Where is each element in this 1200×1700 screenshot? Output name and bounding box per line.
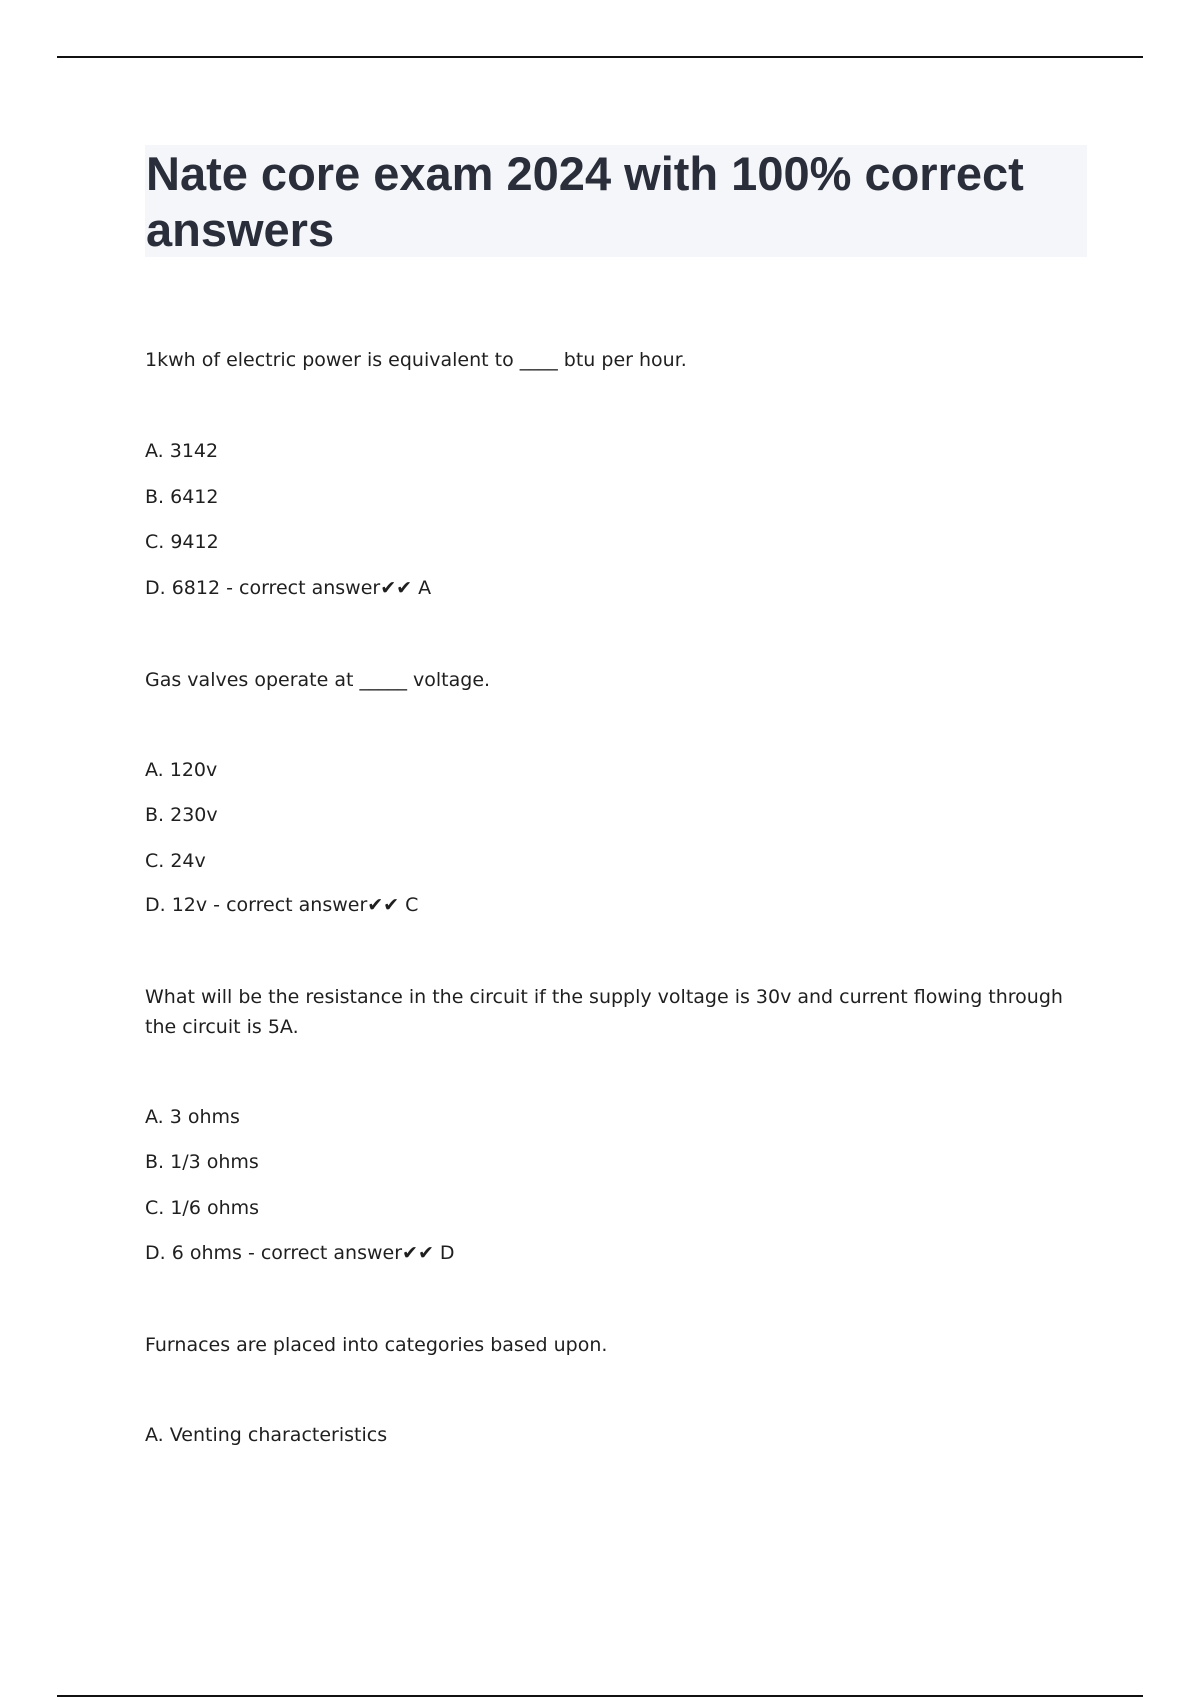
header-rule xyxy=(57,56,1143,58)
question-1-option-d: D. 6812 - correct answer✔✔ A xyxy=(145,577,432,599)
question-1-option-c: C. 9412 xyxy=(145,531,219,553)
question-2-option-c: C. 24v xyxy=(145,850,206,872)
question-3-option-d: D. 6 ohms - correct answer✔✔ D xyxy=(145,1242,455,1264)
question-3-option-c: C. 1/6 ohms xyxy=(145,1197,260,1219)
question-2-option-d: D. 12v - correct answer✔✔ C xyxy=(145,894,419,916)
question-2-option-b: B. 230v xyxy=(145,804,218,826)
document-title: Nate core exam 2024 with 100% correct answers xyxy=(146,147,1024,256)
question-2-prompt: Gas valves operate at _____ voltage. xyxy=(145,669,491,691)
question-1-option-b: B. 6412 xyxy=(145,486,219,508)
question-3-option-b: B. 1/3 ohms xyxy=(145,1151,259,1173)
question-1-prompt: 1kwh of electric power is equivalent to ____ btu per hour. xyxy=(145,349,687,371)
question-2-option-a: A. 120v xyxy=(145,759,218,781)
question-3-prompt: What will be the resistance in the circuit if the supply voltage is 30v and current flowing through the circuit is 5A. xyxy=(145,986,1063,1038)
question-3-option-a: A. 3 ohms xyxy=(145,1106,240,1128)
question-1-option-a: A. 3142 xyxy=(145,440,219,462)
footer-rule xyxy=(57,1695,1143,1697)
question-4-option-a: A. Venting characteristics xyxy=(145,1424,388,1446)
question-4-prompt: Furnaces are placed into categories based upon. xyxy=(145,1334,608,1356)
